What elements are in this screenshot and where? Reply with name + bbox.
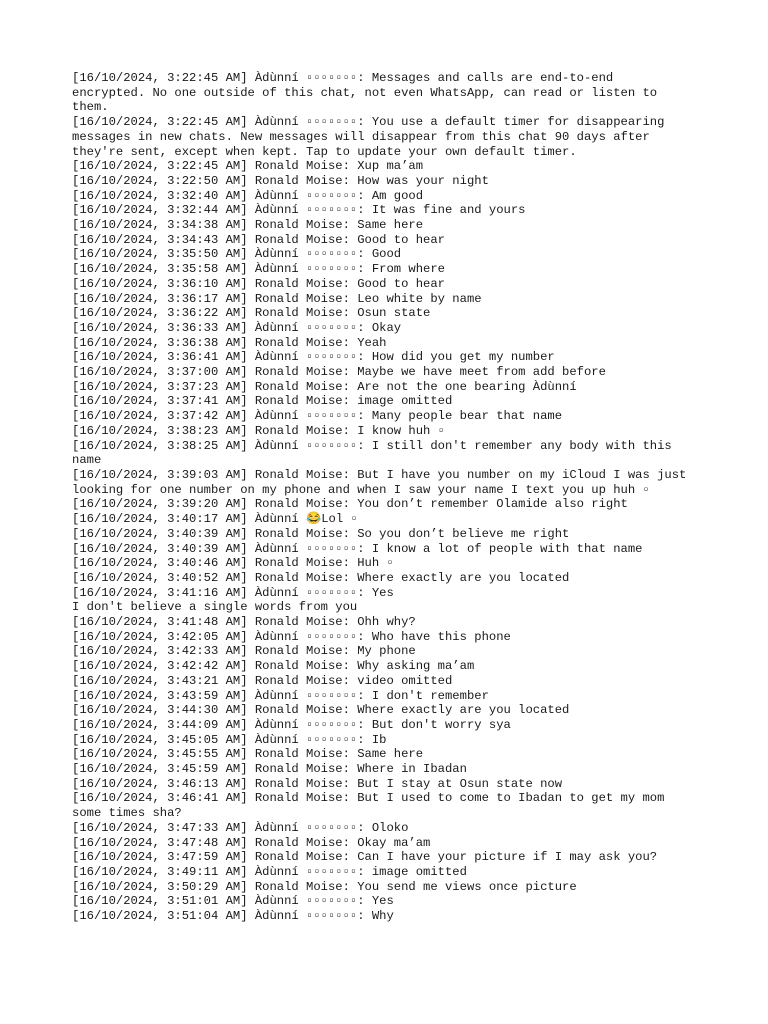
transcript-line: [16/10/2024, 3:35:58 AM] Àdùnní ▫▫▫▫▫▫▫: From where bbox=[72, 262, 445, 277]
transcript-line: [16/10/2024, 3:35:50 AM] Àdùnní ▫▫▫▫▫▫▫: Good bbox=[72, 247, 402, 262]
transcript-line: [16/10/2024, 3:40:46 AM] Ronald Moise: Huh ▫ bbox=[72, 556, 394, 571]
transcript-line: [16/10/2024, 3:40:52 AM] Ronald Moise: Where exactly are you located bbox=[72, 570, 570, 585]
transcript-line: [16/10/2024, 3:45:55 AM] Ronald Moise: Same here bbox=[72, 747, 424, 762]
transcript-line: [16/10/2024, 3:36:17 AM] Ronald Moise: Leo white by name bbox=[72, 291, 482, 306]
transcript-line: [16/10/2024, 3:36:22 AM] Ronald Moise: Osun state bbox=[72, 306, 431, 321]
transcript-line: [16/10/2024, 3:51:01 AM] Àdùnní ▫▫▫▫▫▫▫: Yes bbox=[72, 894, 394, 909]
transcript-line: [16/10/2024, 3:42:33 AM] Ronald Moise: My phone bbox=[72, 644, 416, 659]
transcript-line: [16/10/2024, 3:32:40 AM] Àdùnní ▫▫▫▫▫▫▫: Am good bbox=[72, 188, 424, 203]
transcript-line: [16/10/2024, 3:47:33 AM] Àdùnní ▫▫▫▫▫▫▫: Oloko bbox=[72, 820, 409, 835]
transcript-line: [16/10/2024, 3:22:45 AM] Àdùnní ▫▫▫▫▫▫▫: You use a default timer for disappearing messages in new chats. New messages will disappear from this chat 90 days after they're sent, except when kept. Tap to update your own default timer. bbox=[72, 115, 672, 159]
transcript-line: [16/10/2024, 3:40:17 AM] Àdùnní 😂Lol ▫ bbox=[72, 512, 358, 527]
transcript-line: [16/10/2024, 3:42:42 AM] Ronald Moise: Why asking ma’am bbox=[72, 659, 475, 674]
transcript-line: [16/10/2024, 3:46:13 AM] Ronald Moise: But I stay at Osun state now bbox=[72, 776, 563, 791]
transcript-line: [16/10/2024, 3:22:45 AM] Ronald Moise: Xup ma’am bbox=[72, 159, 424, 174]
transcript-line: [16/10/2024, 3:37:41 AM] Ronald Moise: image omitted bbox=[72, 394, 453, 409]
transcript-line: [16/10/2024, 3:51:04 AM] Àdùnní ▫▫▫▫▫▫▫: Why bbox=[72, 909, 394, 924]
transcript-line: [16/10/2024, 3:47:59 AM] Ronald Moise: Can I have your picture if I may ask you? bbox=[72, 850, 658, 865]
chat-transcript bbox=[72, 71, 692, 924]
transcript-line: [16/10/2024, 3:50:29 AM] Ronald Moise: You send me views once picture bbox=[72, 879, 577, 894]
transcript-line: [16/10/2024, 3:46:41 AM] Ronald Moise: But I used to come to Ibadan to get my mom some times sha? bbox=[72, 791, 672, 821]
transcript-line: [16/10/2024, 3:45:59 AM] Ronald Moise: Where in Ibadan bbox=[72, 762, 467, 777]
transcript-line: [16/10/2024, 3:44:09 AM] Àdùnní ▫▫▫▫▫▫▫: But don't worry sya bbox=[72, 717, 511, 732]
transcript-line: [16/10/2024, 3:44:30 AM] Ronald Moise: Where exactly are you located bbox=[72, 703, 570, 718]
transcript-line: [16/10/2024, 3:38:25 AM] Àdùnní ▫▫▫▫▫▫▫: I still don't remember any body with this name bbox=[72, 438, 680, 468]
transcript-line: [16/10/2024, 3:36:38 AM] Ronald Moise: Yeah bbox=[72, 335, 387, 350]
transcript-line: [16/10/2024, 3:42:05 AM] Àdùnní ▫▫▫▫▫▫▫: Who have this phone bbox=[72, 629, 511, 644]
transcript-line: [16/10/2024, 3:40:39 AM] Ronald Moise: So you don’t believe me right bbox=[72, 526, 570, 541]
transcript-line: [16/10/2024, 3:43:59 AM] Àdùnní ▫▫▫▫▫▫▫: I don't remember bbox=[72, 688, 489, 703]
transcript-line: [16/10/2024, 3:22:50 AM] Ronald Moise: How was your night bbox=[72, 173, 489, 188]
transcript-line: [16/10/2024, 3:36:33 AM] Àdùnní ▫▫▫▫▫▫▫: Okay bbox=[72, 320, 402, 335]
transcript-line: [16/10/2024, 3:32:44 AM] Àdùnní ▫▫▫▫▫▫▫: It was fine and yours bbox=[72, 203, 526, 218]
transcript-line: [16/10/2024, 3:37:42 AM] Àdùnní ▫▫▫▫▫▫▫: Many people bear that name bbox=[72, 409, 563, 424]
transcript-line: [16/10/2024, 3:37:00 AM] Ronald Moise: Maybe we have meet from add before bbox=[72, 365, 606, 380]
transcript-line: [16/10/2024, 3:36:10 AM] Ronald Moise: Good to hear bbox=[72, 276, 445, 291]
transcript-line: [16/10/2024, 3:34:43 AM] Ronald Moise: Good to hear bbox=[72, 232, 445, 247]
transcript-line: [16/10/2024, 3:49:11 AM] Àdùnní ▫▫▫▫▫▫▫: image omitted bbox=[72, 864, 467, 879]
transcript-line: [16/10/2024, 3:43:21 AM] Ronald Moise: video omitted bbox=[72, 673, 453, 688]
transcript-line: [16/10/2024, 3:41:48 AM] Ronald Moise: Ohh why? bbox=[72, 615, 416, 630]
transcript-line: [16/10/2024, 3:39:20 AM] Ronald Moise: You don’t remember Olamide also right bbox=[72, 497, 628, 512]
transcript-line: [16/10/2024, 3:41:16 AM] Àdùnní ▫▫▫▫▫▫▫: Yes bbox=[72, 585, 394, 600]
transcript-line: [16/10/2024, 3:36:41 AM] Àdùnní ▫▫▫▫▫▫▫: How did you get my number bbox=[72, 350, 555, 365]
transcript-line: [16/10/2024, 3:39:03 AM] Ronald Moise: But I have you number on my iCloud I was just looking for one number on my phone and when I saw your name I text you up huh ▫ bbox=[72, 467, 694, 497]
transcript-line: I don't believe a single words from you bbox=[72, 600, 358, 615]
transcript-line: [16/10/2024, 3:37:23 AM] Ronald Moise: Are not the one bearing Àdùnní bbox=[72, 379, 577, 394]
transcript-line: [16/10/2024, 3:38:23 AM] Ronald Moise: I know huh ▫ bbox=[72, 423, 445, 438]
transcript-line: [16/10/2024, 3:22:45 AM] Àdùnní ▫▫▫▫▫▫▫: Messages and calls are end-to-end encrypted. No one outside of this chat, not even WhatsApp, can read or listen to them. bbox=[72, 71, 665, 115]
transcript-line: [16/10/2024, 3:47:48 AM] Ronald Moise: Okay ma’am bbox=[72, 835, 431, 850]
transcript-line: [16/10/2024, 3:40:39 AM] Àdùnní ▫▫▫▫▫▫▫: I know a lot of people with that name bbox=[72, 541, 643, 556]
transcript-line: [16/10/2024, 3:34:38 AM] Ronald Moise: Same here bbox=[72, 218, 424, 233]
transcript-line: [16/10/2024, 3:45:05 AM] Àdùnní ▫▫▫▫▫▫▫: Ib bbox=[72, 732, 387, 747]
